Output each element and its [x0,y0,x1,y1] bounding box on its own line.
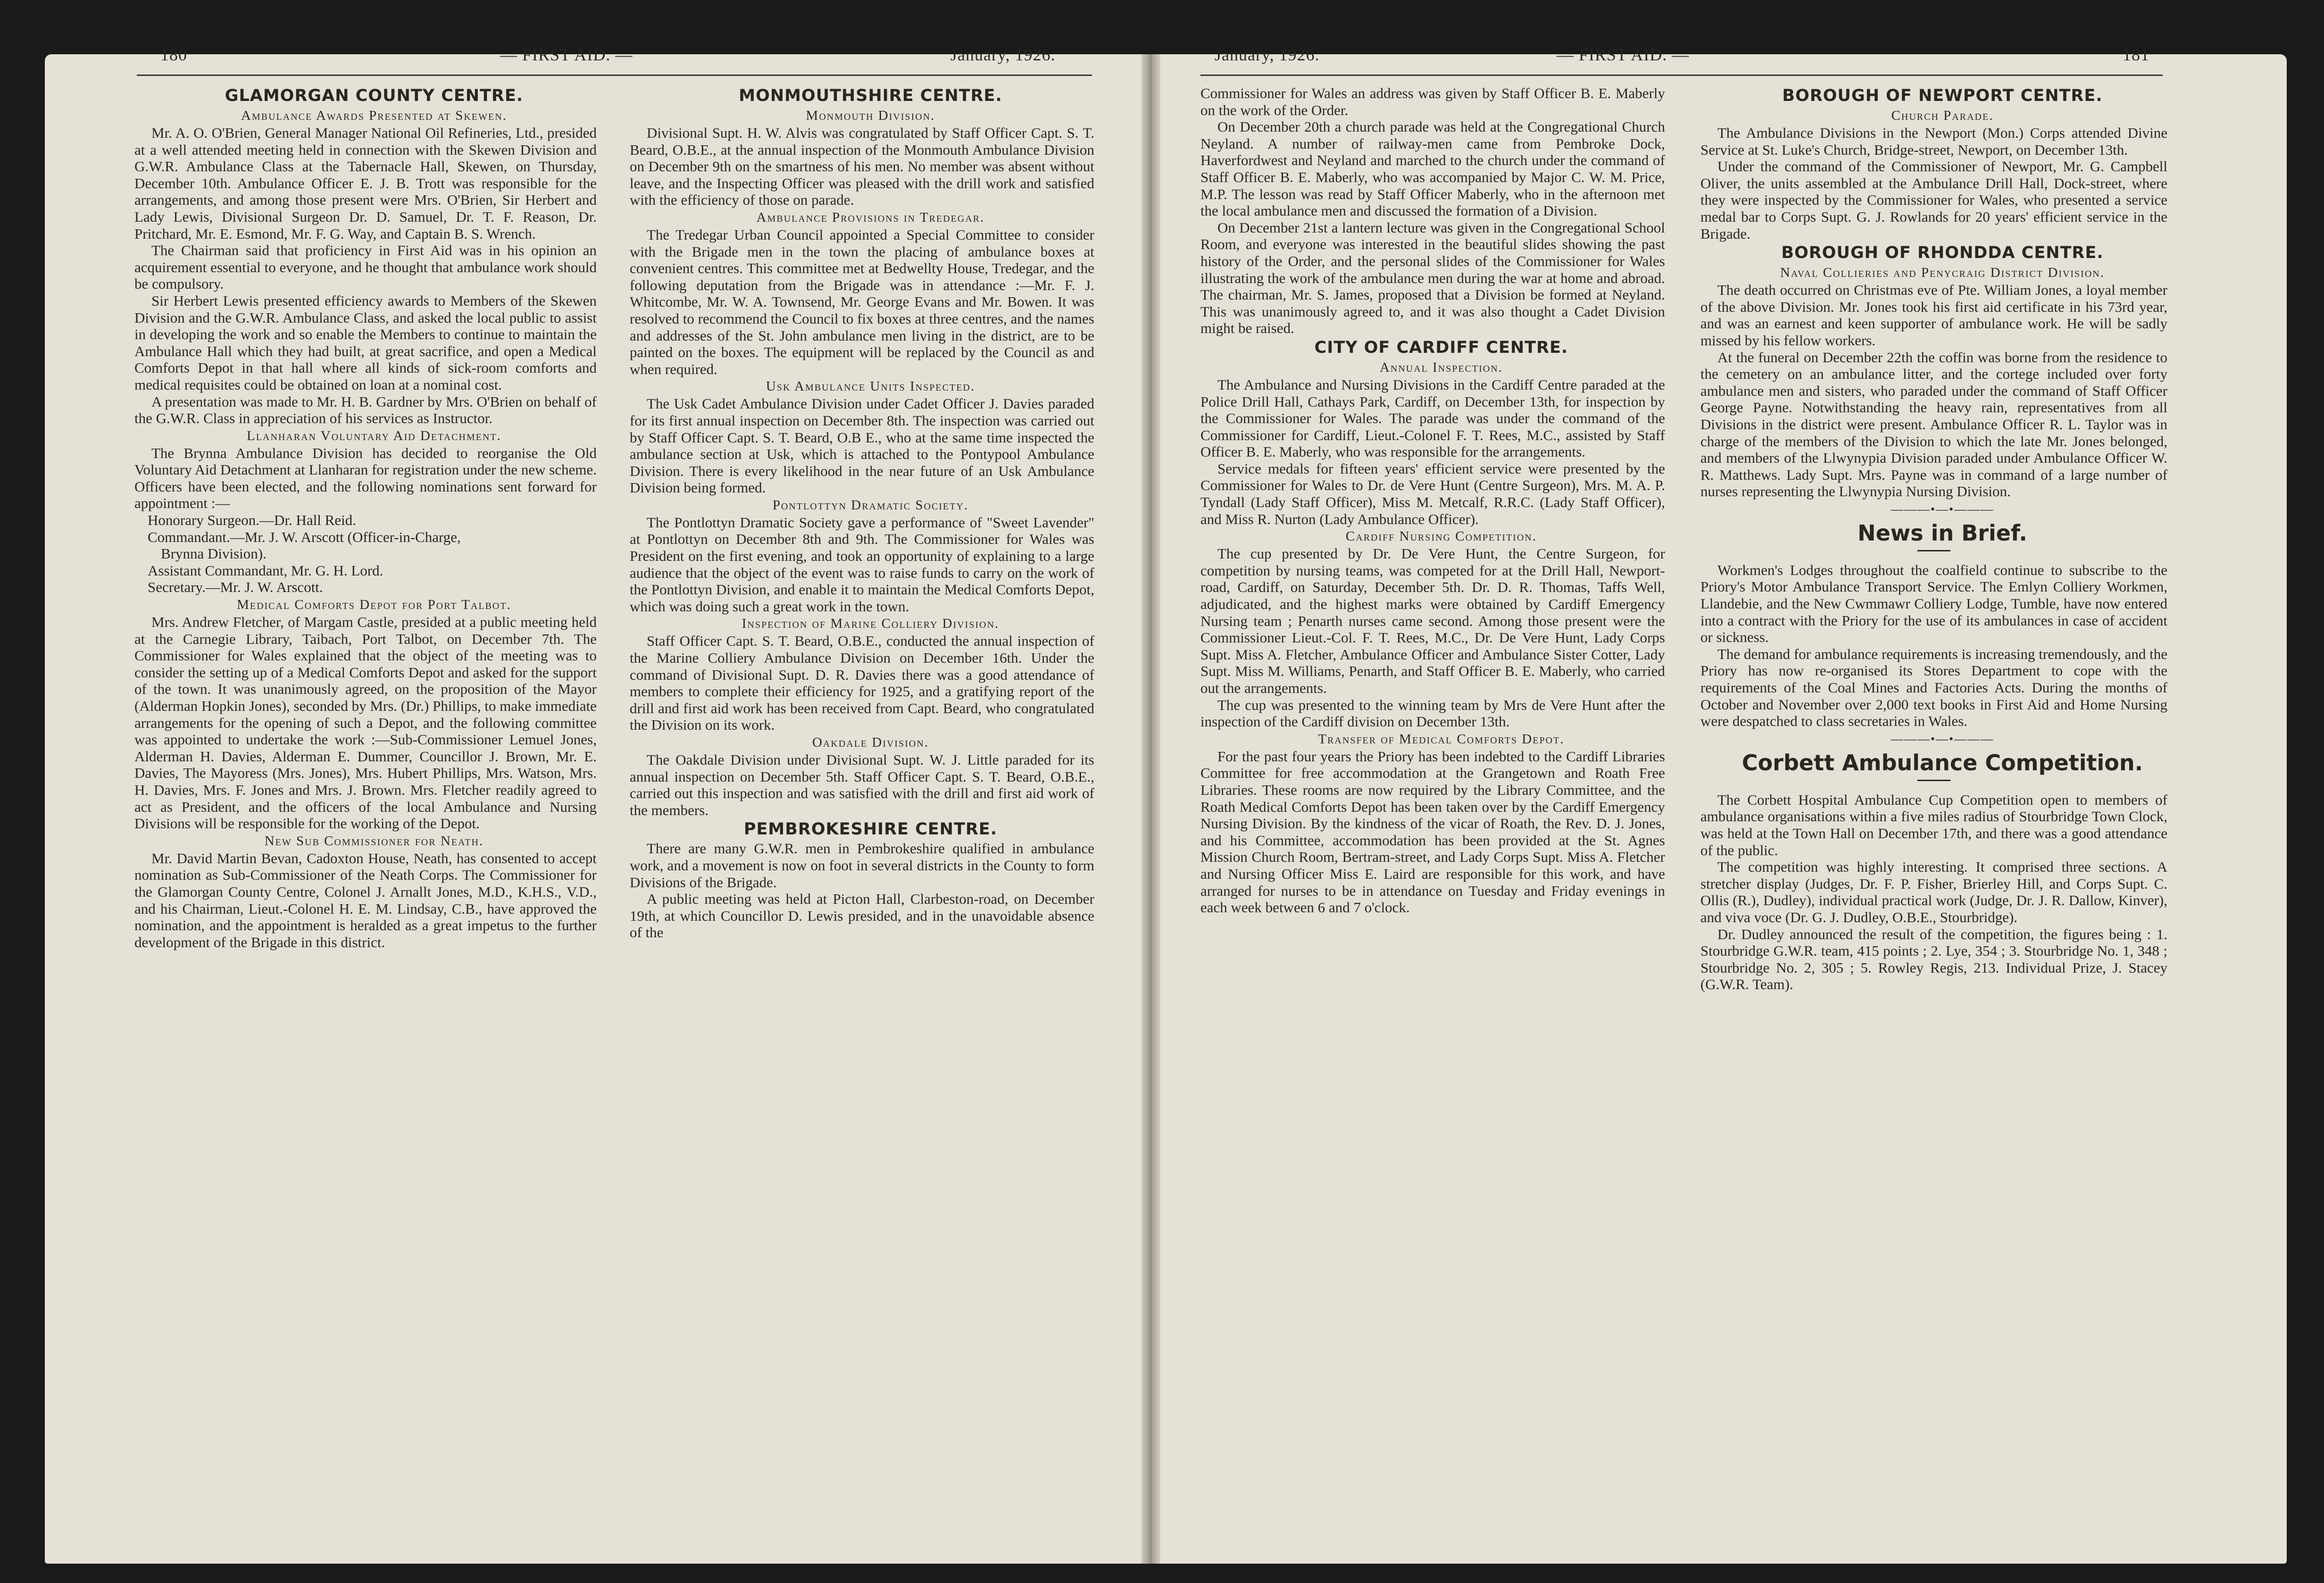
page-number-left: 180 [160,45,187,64]
section-heading: GLAMORGAN COUNTY CENTRE. [225,86,524,105]
right-page-column-2 [1700,85,2167,993]
paragraph: The Tredegar Urban Council appointed a Special Committee to consider with the Brigade men in the town the placing of ambulance boxes at convenient centres. This committee met at Bedwellty House, Tredegar, and the following deputation from the Brigade was in attendance :—Mr. F. J. Whitcombe, Mr. W. A. Townsend, Mr. George Evans and Mr. Bowen. It was resolved to recommend the Council to fix boxes at three centres, and the names and addresses of the St. John ambulance men living in the district, are to be painted on the boxes. The equipment will be replaced by the Council as and when required. [630,226,1094,377]
paragraph: The cup presented by Dr. De Vere Hunt, the Centre Surgeon, for competition by nursing teams, was competed for at the Drill Hall, Newport-road, Cardiff, on Saturday, December 5th. Dr. D. R. Thomas, Taffs Well, adjudicated, and the highest marks were obtained by Cardiff Emergency Nursing team ; Penarth nurses came second. Among those present were the Commissioner Lieut.-Col. F. T. Rees, M.C., Dr. De Vere Hunt, Lady Corps Supt. Miss A. Fletcher, Ambulance Officer and Ambulance Sister Cotter, Lady Supt. Miss M. Williams, Penarth, and Staff Officer B. E. Maberly, who carried out the arrangements. [1200,545,1665,696]
paragraph: Staff Officer Capt. S. T. Beard, O.B.E., conducted the annual inspection of the Marine Colliery Ambulance Division on December 16th. Under the command of Divisional Supt. D. R. Davies there was a good attendance of members to complete their efficiency for 1925, and a gratifying report of the drill and first aid work has been received from Capt. Beard, who congratulated the Division on its work. [630,633,1094,733]
section-heading: BOROUGH OF RHONDDA CENTRE. [1781,243,2104,263]
section-heading: BOROUGH OF NEWPORT CENTRE. [1782,86,2103,105]
sub-heading: Llanharan Voluntary Aid Detachment. [247,428,501,443]
paragraph: The competition was highly interesting. It comprised three sections. A stretcher display (Judges, Dr. F. P. Fisher, Brierley Hill, and Corps Supt. C. Ollis (R.), Dudley), individual practical work (Judge, Dr. J. R. Dallow, Kinver), and viva voce (Dr. G. J. Dudley, O.B.E., Stourbridge). [1700,858,2167,925]
book-gutter [1141,54,1160,1564]
running-head-left: — FIRST AID. — [500,45,633,64]
list-item-continuation: Brynna Division). [161,545,267,562]
paragraph: Dr. Dudley announced the result of the competition, the figures being : 1. Stourbridge G.W.R. team, 415 points ; 2. Lye, 354 ; 3. Stourbridge No. 1, 348 ; Stourbridge No. 2, 305 ; 5. Rowley Regis, 213. Individual Prize, J. Stacey (G.W.R. Team). [1700,925,2167,993]
date-right: January, 1926. [1215,45,1320,64]
list-item: Honorary Surgeon.—Dr. Hall Reid. [148,512,356,529]
sub-heading: Ambulance Awards Presented at Skewen. [241,108,507,123]
paragraph: The death occurred on Christmas eve of Pte. William Jones, a loyal member of the above Division. Mr. Jones took his first aid certificate in his 73rd year, and was an earnest and keen supporter of ambulance work. He will be sadly missed by his fellow workers. [1700,282,2167,349]
paragraph-continuation: Commissioner for Wales an address was given by Staff Officer B. E. Maberly on the work of the Order. [1200,85,1665,118]
paragraph: There are many G.W.R. men in Pembrokeshire qualified in ambulance work, and a movement is now on foot in several districts in the County to form Divisions of the Brigade. [630,840,1094,891]
paragraph: The Usk Cadet Ambulance Division under Cadet Officer J. Davies paraded for its first annual inspection on December 8th. The inspection was carried out by Staff Officer Capt. S. T. Beard, O.B E., who at the same time inspected the ambulance section at Usk, which is attached to the Pontypool Ambulance Division. There is every likelihood in the near future of an Usk Ambulance Division being formed. [630,395,1094,496]
news-heading: Corbett Ambulance Competition. [1741,750,2143,775]
paragraph: Mr. David Martin Bevan, Cadoxton House, Neath, has consented to accept nomination as Sub-Commissioner of the Neath Corps. The Commissioner for the Glamorgan County Centre, Colonel J. Arnallt Jones, M.D., K.H.S., V.D., and his Chairman, Lieut.-Colonel H. E. M. Lindsay, C.B., have approved the nomination, and the appointment is heralded as a great impetus to the further development of the Brigade in this district. [134,850,597,950]
paragraph: At the funeral on December 22th the coffin was borne from the residence to the cemetery on an ambulance litter, and the cortege included over forty ambulance men and sisters, who paraded under the command of Staff Officer George Payne. Notwithstanding the heavy rain, representatives from all Divisions in the district were present. Ambulance Officer R. L. Taylor was in charge of the members of the Division to which the late Mr. Jones belonged, and members of the Llwynypia Division paraded under Ambulance Officer W. R. Matthews. Lady Supt. Mrs. Payne was in command of a large number of nurses representing the Llwynypia Nursing Division. [1700,349,2167,500]
ornament-divider: ———•—•——— [1891,732,1994,746]
left-page-column-2 [630,85,1094,941]
left-page-column-1 [134,85,597,950]
paragraph: The Pontlottyn Dramatic Society gave a performance of "Sweet Lavender" at Pontlottyn on December 8th and 9th. The Commissioner for Wales was President on the first evening, and took an opportunity of explaining to a large audience that the object of the event was to raise funds to carry on the work of the Pontlottyn Division, and enable it to maintain the Medical Comforts Depot, which was doing such a great work in the town. [630,514,1094,615]
sub-heading: Medical Comforts Depot for Port Talbot. [237,597,511,613]
list-item: Secretary.—Mr. J. W. Arscott. [148,579,323,596]
sub-heading: Pontlottyn Dramatic Society. [772,497,969,513]
paragraph: A public meeting was held at Picton Hall, Clarbeston-road, on December 19th, at which Councillor D. Lewis presided, and in the unavoidable absence of the [630,891,1094,941]
sub-heading: Naval Collieries and Penycraig District Division. [1780,265,2105,281]
sub-heading: Ambulance Provisions in Tredegar. [756,209,985,225]
sub-heading: Usk Ambulance Units Inspected. [766,379,975,394]
sub-heading: Church Parade. [1891,108,1994,123]
paragraph: Sir Herbert Lewis presented efficiency awards to Members of the Skewen Division and the G.W.R. Ambulance Class, and asked the local public to assist in developing the work and so enable the Members to continue to maintain the Ambulance Hall which they had built, at great sacrifice, and open a Medical Comforts Depot in that hall where all kinds of sick-room comforts and medical requisites could be obtained on loan at a nominal cost. [134,292,597,393]
sub-heading: Inspection of Marine Colliery Division. [741,616,1000,632]
paragraph: A presentation was made to Mr. H. B. Gardner by Mrs. O'Brien on behalf of the G.W.R. Class in appreciation of his services as Instructor. [134,393,597,427]
paragraph: Mr. A. O. O'Brien, General Manager National Oil Refineries, Ltd., presided at a well attended meeting held in connection with the Skewen Division and G.W.R. Ambulance Class at the Tabernacle Hall, Skewen, on Thursday, December 10th. Ambulance Officer E. J. B. Trott was responsible for the arrangements, and among those present were Mrs. O'Brien, Sir Herbert and Lady Lewis, Divisional Surgeon Dr. D. Samuel, Dr. T. F. Reason, Dr. Pritchard, Mr. E. Esmond, Mr. F. G. Way, and Captain B. S. Wrench. [134,125,597,242]
section-heading: MONMOUTHSHIRE CENTRE. [739,86,1002,105]
sub-heading: Annual Inspection. [1379,359,1503,375]
paragraph: The Ambulance Divisions in the Newport (Mon.) Corps attended Divine Service at St. Luke's Church, Bridge-street, Newport, on December 13th. [1700,125,2167,158]
heading-underline [1917,780,1950,781]
paragraph: On December 21st a lantern lecture was given in the Congregational School Room, and everyone was interested in the beautiful slides showing the past history of the Order, and the personal slides of the Commissioner for Wales illustrating the work of the ambulance men during the war at home and abroad. The chairman, Mr. S. James, proposed that a Division be formed at Neyland. This was unanimously agreed to, and it was also thought a Cadet Division might be raised. [1200,219,1665,337]
running-head-right: — FIRST AID. — [1557,45,1690,64]
page-number-right: 181 [2123,45,2149,64]
ornament-divider: ———•—•——— [1891,502,1994,516]
header-rule-left [137,75,1092,76]
paragraph: The Ambulance and Nursing Divisions in the Cardiff Centre paraded at the Police Drill Hall, Cathays Park, Cardiff, on December 13th, for inspection by the Commissioner for Wales. The parade was under the command of the Commissioner for Cardiff, Lieut.-Colonel F. T. Rees, M.C., assisted by Staff Officer B. E. Maberly, who was responsible for the arrangements. [1200,376,1665,460]
section-heading: CITY OF CARDIFF CENTRE. [1314,338,1568,357]
paragraph: The demand for ambulance requirements is increasing tremendously, and the Priory has now re-organised its Stores Department to cope with the requirements of the Coal Mines and Factories Acts. During the months of October and November over 2,000 text books in First Aid and Home Nursing were despatched to class secretaries in Wales. [1700,645,2167,730]
news-heading: News in Brief. [1858,520,2027,546]
sub-heading: Oakdale Division. [812,735,929,750]
paragraph: For the past four years the Priory has been indebted to the Cardiff Libraries Committee for free accommodation at the Grangetown and Roath Free Libraries. These rooms are now required by the Library Committee, and the Roath Medical Comforts Depot has been taken over by the Cardiff Emergency Nursing Division. By the kindness of the vicar of Roath, the Rev. D. J. Jones, and his Committee, accommodation has been provided at the St. Agnes Mission Church Room, Bertram-street, and Lady Corps Supt. Miss A. Fletcher and Nursing Officer Miss E. Laird are responsible for this work, and have arranged for nurses to be in attendance on Tuesday and Friday evenings in each week between 6 and 7 o'clock. [1200,748,1665,916]
paragraph: The Brynna Ambulance Division has decided to reorganise the Old Voluntary Aid Detachment at Llanharan for registration under the new scheme. Officers have been elected, and the following nominations sent forward for appointment :— [134,444,597,512]
sub-heading: Transfer of Medical Comforts Depot. [1318,731,1565,747]
paragraph: The Corbett Hospital Ambulance Cup Competition open to members of ambulance organisations within a five miles radius of Stourbridge Town Clock, was held at the Town Hall on December 17th, and there was a good attendance of the public. [1700,791,2167,858]
right-page-column-1 [1200,85,1665,916]
sub-heading: New Sub Commissioner for Neath. [264,833,484,849]
paragraph: Divisional Supt. H. W. Alvis was congratulated by Staff Officer Capt. S. T. Beard, O.B.E., at the annual inspection of the Monmouth Ambulance Division on December 9th on the smartness of his men. No member was absent without leave, and the Inspecting Officer was pleased with the drill work and satisfied with the efficiency of those on parade. [630,125,1094,208]
sub-heading: Cardiff Nursing Competition. [1345,529,1537,544]
paragraph: Mrs. Andrew Fletcher, of Margam Castle, presided at a public meeting held at the Carnegie Library, Taibach, Port Talbot, on December 7th. The Commissioner for Wales explained that the object of the meeting was to consider the setting up of a Medical Comforts Depot and asked for the support of the town. It was unanimously agreed, on the proposition of the Mayor (Alderman Hopkin Jones), seconded by Mrs. (Dr.) Phillips, to make immediate arrangements for the opening of such a Depot, and the following committee was appointed to undertake the work :—Sub-Commissioner Lemuel Jones, Alderman H. Davies, Alderman E. Dummer, Councillor J. Brown, Mr. E. Davies, The Mayoress (Mrs. Jones), Mrs. Hubert Phillips, Mrs. Watson, Mrs. H. Davies, Mrs. F. Jones and Mrs. J. Brown. Mrs. Fletcher readily agreed to act as President, and the officers of the local Ambulance and Nursing Divisions will be responsible for the working of the Depot. [134,614,597,832]
paragraph: The Chairman said that proficiency in First Aid was in his opinion an acquirement essential to everyone, and he thought that ambulance work should be compulsory. [134,242,597,292]
sub-heading: Monmouth Division. [806,108,935,123]
date-left: January, 1926. [950,45,1056,64]
paragraph: Under the command of the Commissioner of Newport, Mr. G. Campbell Oliver, the units assembled at the Ambulance Drill Hall, Dock-street, where they were inspected by the Commissioner for Wales, who presented a service medal bar to Corps Supt. G. J. Rowlands for 20 years' efficient service in the Brigade. [1700,158,2167,242]
header-rule-right [1200,75,2163,76]
paragraph: On December 20th a church parade was held at the Congregational Church Neyland. A number of railway-men came from Pembroke Dock, Haverfordwest and Neyland and marched to the church under the command of Staff Officer B. E. Maberly, who was accompanied by Major C. W. M. Price, M.P. The lesson was read by Staff Officer Maberly, who in the afternoon met the local ambulance men and discussed the formation of a Division. [1200,118,1665,219]
paragraph: Service medals for fifteen years' efficient service were presented by the Commissioner for Wales to Dr. de Vere Hunt (Centre Surgeon), Mrs. M. A. P. Tyndall (Lady Staff Officer), Miss M. Metcalf, R.R.C. (Lady Staff Officer), and Miss R. Nurton (Lady Ambulance Officer). [1200,460,1665,527]
paragraph: The Oakdale Division under Divisional Supt. W. J. Little paraded for its annual inspection on December 5th. Staff Officer Capt. S. T. Beard, O.B.E., carried out this inspection and was satisfied with the drill and first aid work of the members. [630,751,1094,818]
paragraph: Workmen's Lodges throughout the coalfield continue to subscribe to the Priory's Motor Ambulance Transport Service. The Emlyn Colliery Workmen, Llandebie, and the New Cwmmawr Colliery Lodge, Tumble, have now entered into a contract with the Priory for the use of its ambulances in case of accident or sickness. [1700,561,2167,646]
list-item: Assistant Commandant, Mr. G. H. Lord. [148,562,383,579]
section-heading: PEMBROKESHIRE CENTRE. [743,820,998,839]
heading-underline [1917,550,1950,551]
paragraph: The cup was presented to the winning team by Mrs de Vere Hunt after the inspection of the Cardiff division on December 13th. [1200,696,1665,730]
list-item: Commandant.—Mr. J. W. Arscott (Officer-in-Charge, [148,528,461,545]
